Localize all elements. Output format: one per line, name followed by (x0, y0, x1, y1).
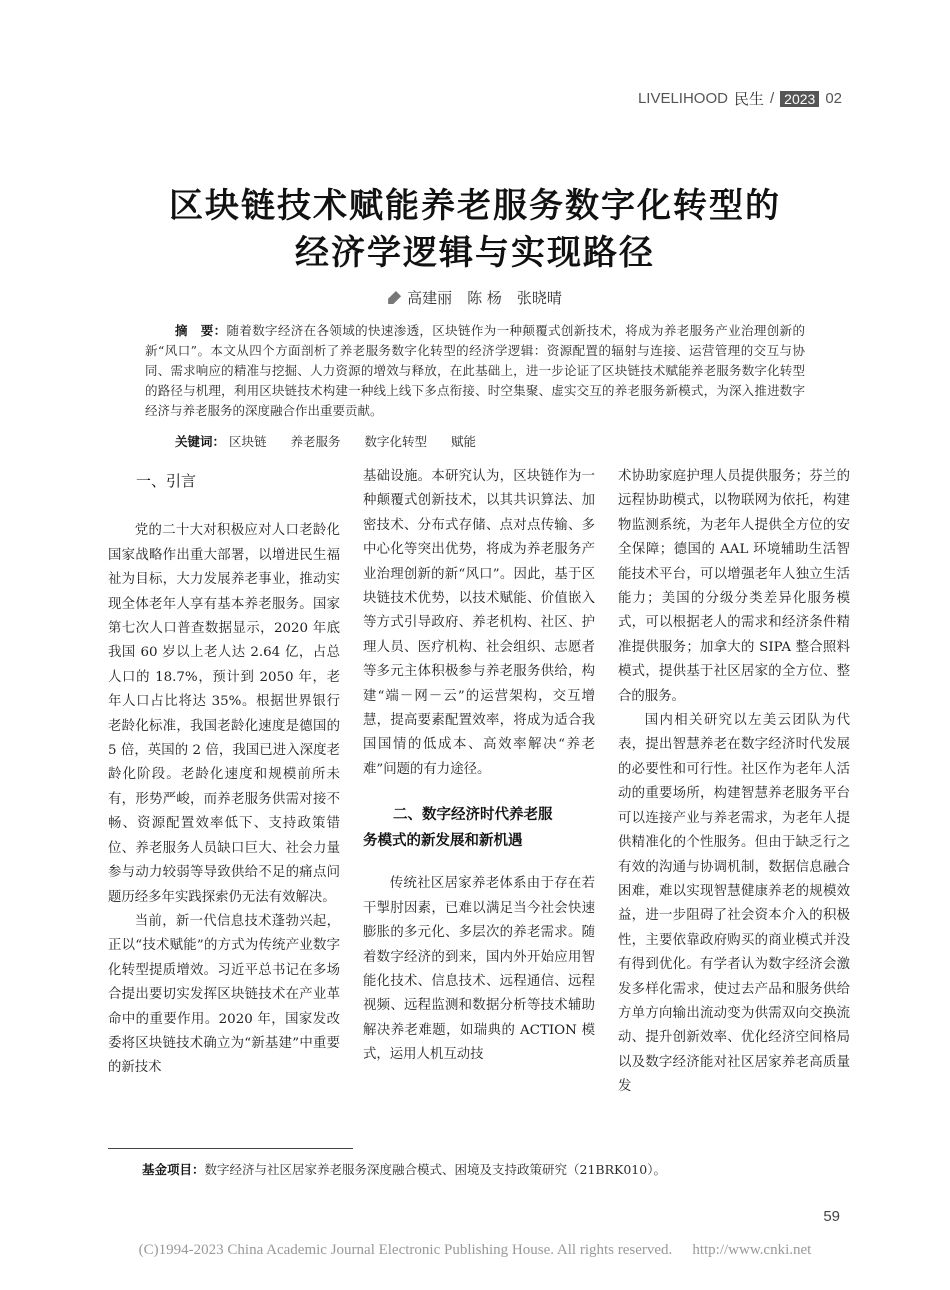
keyword: 赋能 (451, 434, 477, 449)
keyword: 养老服务 (290, 434, 341, 449)
issue-number: 02 (825, 90, 842, 107)
author-line (0, 287, 950, 308)
body-column-3 (618, 465, 850, 1100)
pen-icon (388, 291, 401, 304)
page-number: 59 (823, 1208, 840, 1225)
footnote-divider (108, 1148, 353, 1149)
paragraph: 当前，新一代信息技术蓬勃兴起，正以“技术赋能”的方式为传统产业数字化转型提质增效。习近平总书记在多场合提出要切实发挥区块链技术在产业革命中的重要作用。2020 年，国家发改委将区块链技术确立为“新基建”中重要的新技术 (108, 913, 340, 1076)
paragraph: 术协助家庭护理人员提供服务；芬兰的远程协助模式，以物联网为依托，构建物监测系统，为老年人提供全方位的安全保障；德国的 AAL 环境辅助生活智能技术平台，可以增强老年人独立生活能力；美国的分级分类差异化服务模式，可以根据老人的需求和经济条件精准提供服务；加拿大的 SIPA 整合照料模式，提供基于社区居家的全方位、整合的服务。 (618, 469, 850, 704)
abstract-label: 摘 要： (175, 323, 227, 338)
copyright-text: (C)1994-2023 China Academic Journal Electronic Publishing House. All rights reserved. (138, 1242, 673, 1258)
header-separator: / (769, 90, 775, 107)
paragraph: 基础设施。本研究认为，区块链作为一种颠覆式创新技术，以其共识算法、加密技术、分布式存储、点对点传输、多中心化等突出优势，将成为养老服务产业治理创新的新“风口”。因此，基于区块链技术优势，以技术赋能、价值嵌入等方式引导政府、养老机构、社区、护理人员、医疗机构、社会组织、志愿者等多元主体积极参与养老服务供给，构建“端－网－云”的运营架构，交互增慧，提高要素配置效率，将成为适合我国国情的低成本、高效率解决“养老难”问题的有力途径。 (363, 469, 595, 777)
keyword: 数字化转型 (364, 434, 428, 449)
keywords (175, 432, 496, 450)
body-column-1 (108, 465, 340, 1081)
abstract (145, 321, 805, 421)
article-title-line-2: 经济学逻辑与实现路径 (295, 233, 655, 273)
abstract-text: 随着数字经济在各领域的快速渗透，区块链作为一种颠覆式创新技术，将成为养老服务产业治理创新的新“风口”。本文从四个方面剖析了养老服务数字化转型的经济学逻辑：资源配置的辐射与连接、运营管理的交互与协同、需求响应的精准与挖掘、人力资源的增效与释放，在此基础上，进一步论证了区块链技术赋能养老服务数字化转型的路径与机理，利用区块链技术构建一种线上线下多点衔接、时空集聚、虚实交互的养老服务新模式，为深入推进数字经济与养老服务的深度融合作出重要贡献。 (145, 323, 805, 418)
section-heading-2-line-2: 务模式的新发展和新机遇 (363, 833, 523, 850)
copyright-url: http://www.cnki.net (692, 1242, 812, 1258)
journal-name: LIVELIHOOD (637, 90, 728, 107)
paragraph: 传统社区居家养老体系由于存在若干掣肘因素，已难以满足当今社会快速膨胀的多元化、多层次的养老需求。随着数字经济的到来，国内外开始应用智能化技术、信息技术、远程通信、远程视频、远程监测和数据分析等技术辅助解决养老难题，如瑞典的 ACTION 模式，运用人机互动技 (363, 876, 595, 1063)
section-heading-2-line-1: 二、数字经济时代养老服 (393, 807, 553, 824)
paragraph: 党的二十大对积极应对人口老龄化国家战略作出重大部署，以增进民生福祉为目标，大力发展养老事业，推动实现全体老年人享有基本养老服务。国家第七次人口普查数据显示，2020 年底我国 60 岁以上老人达 2.64 亿，占总人口的 18.7%，预计到 2050 年，老年人口占比将达 35%。根据世界银行老龄化标准，我国老龄化速度是德国的 5 倍，英国的 2 倍，我国已进入深度老龄化阶段。老龄化速度和规模前所未有，形势严峻，而养老服务供需对接不畅、资源配置效率低下、支持政策错位、养老服务人员缺口巨大、社会力量参与动力较弱等导致供给不足的痛点问题历经多年实践探索仍无法有效解决。 (108, 523, 340, 905)
section-heading-introduction: 一、引言 (136, 472, 197, 490)
article-title-line-1: 区块链技术赋能养老服务数字化转型的 (169, 186, 781, 226)
copyright-notice (0, 1242, 950, 1259)
section-heading-2 (363, 802, 595, 854)
footnote (142, 1160, 666, 1178)
keywords-label: 关键词： (175, 434, 226, 449)
author-names: 高建丽 陈 杨 张晓晴 (407, 289, 562, 307)
issue-year: 2023 (780, 91, 819, 107)
paragraph: 国内相关研究以左美云团队为代表，提出智慧养老在数字经济时代发展的必要性和可行性。社区作为老年人活动的重要场所，构建智慧养老服务平台可以连接产业与养老需求，为老年人提供精准化的个性服务。但由于缺乏行之有效的沟通与协调机制，数据信息融合困难，难以实现智慧健康养老的规模效益，进一步阻碍了社会资本介入的积极性，主要依靠政府购买的商业模式并没有得到优化。有学者认为数字经济会激发多样化需求，使过去产品和服务供给方单方向输出流动变为供需双向交换流动、提升创新效率、优化经济空间格局以及数字经济能对社区居家养老高质量发 (618, 713, 850, 1095)
keyword: 区块链 (229, 434, 267, 449)
running-header (638, 88, 842, 109)
body-column-2 (363, 465, 595, 1068)
footnote-label: 基金项目： (142, 1162, 205, 1177)
footnote-text: 数字经济与社区居家养老服务深度融合模式、困境及支持政策研究（21BRK010）。 (204, 1162, 666, 1177)
section-name: 民生 (733, 91, 764, 108)
